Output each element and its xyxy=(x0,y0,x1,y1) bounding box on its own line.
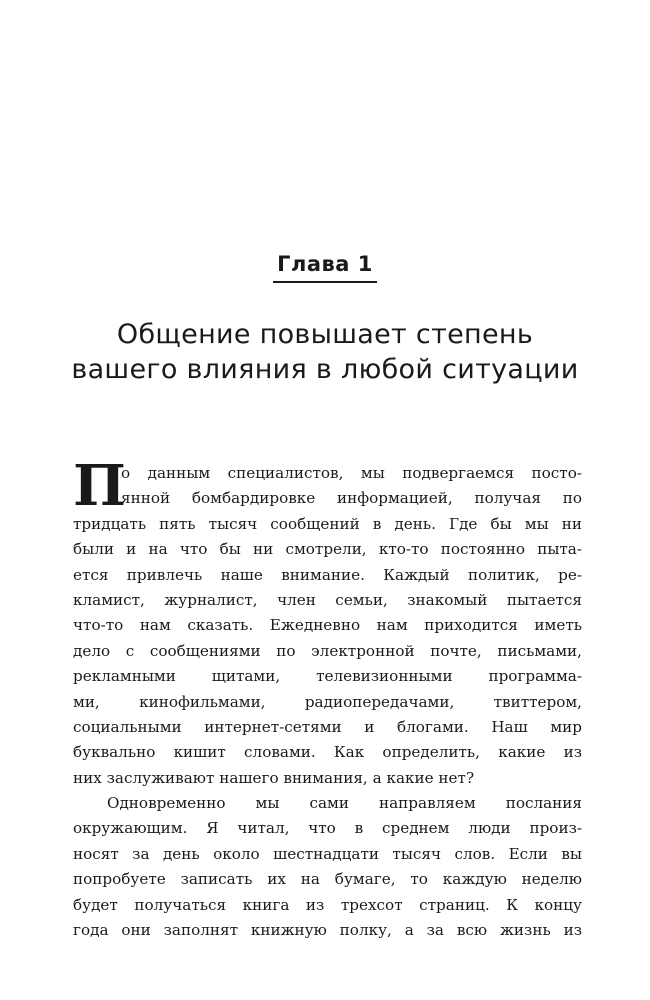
text-line: них заслуживают нашего внимания, а какие нет? xyxy=(73,768,475,787)
chapter-number-text: Глава 1 xyxy=(273,252,377,283)
text-line: окружающим. Я читал, что в среднем люди произ- xyxy=(73,819,582,838)
text-line: рекламными щитами, телевизионными программа- xyxy=(73,667,582,686)
text-line: о данным специалистов, мы подвергаемся посто- xyxy=(121,464,582,482)
drop-cap: П xyxy=(73,453,126,519)
text-line: что-то нам сказать. Ежедневно нам приходится иметь xyxy=(73,616,582,635)
body-paragraphs xyxy=(73,453,582,943)
chapter-title-line: Общение повышает степень xyxy=(116,319,534,350)
text-line: янной бомбардировке информацией, получая по xyxy=(121,489,582,508)
chapter-title-line: вашего влияния в любой ситуации xyxy=(71,354,579,385)
text-line: буквально кишит словами. Как определить, какие из xyxy=(73,743,582,762)
text-line: попробуете записать их на бумаге, то каждую неделю xyxy=(73,870,582,889)
text-line: тридцать пять тысяч сообщений в день. Где бы мы ни xyxy=(73,514,582,533)
text-line: носят за день около шестнадцати тысяч слов. Если вы xyxy=(73,844,582,863)
chapter-title xyxy=(0,317,650,387)
chapter-number xyxy=(0,252,650,283)
text-line: были и на что бы ни смотрели, кто-то постоянно пыта- xyxy=(73,540,582,559)
text-line: Одновременно мы сами направляем послания xyxy=(107,794,582,813)
text-line: ется привлечь наше внимание. Каждый политик, ре- xyxy=(73,565,582,584)
text-line: года они заполнят книжную полку, а за всю жизнь из xyxy=(73,921,582,940)
text-line: кламист, журналист, член семьи, знакомый пытается xyxy=(73,590,582,609)
text-line: будет получаться книга из трехсот страниц. К концу xyxy=(73,895,582,914)
text-line: ми, кинофильмами, радиопередачами, твиттером, xyxy=(73,692,582,711)
text-line: социальными интернет-сетями и блогами. Наш мир xyxy=(73,717,582,736)
text-line: дело с сообщениями по электронной почте, письмами, xyxy=(73,641,582,660)
